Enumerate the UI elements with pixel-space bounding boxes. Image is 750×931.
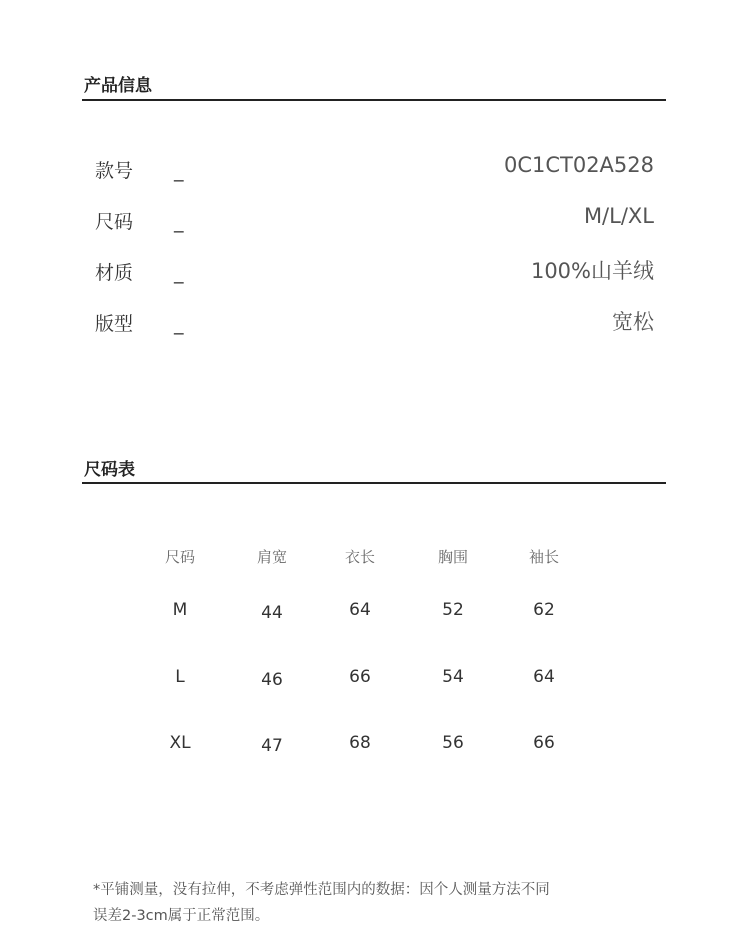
table-cell: 47 xyxy=(261,736,283,756)
table-cell: XL xyxy=(169,733,191,753)
divider xyxy=(82,99,666,101)
info-label: 版型 xyxy=(95,313,134,335)
table-cell: M xyxy=(172,600,188,620)
table-cell: 46 xyxy=(261,670,283,690)
note-line-2: 误差2-3cm属于正常范围。 xyxy=(93,908,270,924)
column-header: 袖长 xyxy=(528,548,559,566)
table-cell: 64 xyxy=(349,600,371,620)
size-chart-title: 尺码表 xyxy=(84,460,135,480)
separator: _ xyxy=(174,211,184,233)
table-cell: 44 xyxy=(261,603,283,623)
table-cell: 62 xyxy=(533,600,555,620)
table-cell: 66 xyxy=(533,733,555,753)
table-cell: 64 xyxy=(533,667,555,687)
table-cell: 68 xyxy=(349,733,371,753)
table-cell: 56 xyxy=(442,733,464,753)
info-label: 材质 xyxy=(95,262,134,284)
table-cell: 52 xyxy=(442,600,464,620)
info-value: 100%山羊绒 xyxy=(530,259,654,283)
table-cell: 66 xyxy=(349,667,371,687)
product-info-title: 产品信息 xyxy=(84,76,152,96)
separator: _ xyxy=(174,160,184,182)
separator: _ xyxy=(174,313,184,335)
note-line-1: *平铺测量，没有拉伸，不考虑弹性范围内的数据：因个人测量方法不同 xyxy=(93,882,550,898)
info-label: 尺码 xyxy=(95,211,134,233)
column-header: 尺码 xyxy=(164,548,195,566)
divider xyxy=(82,482,666,484)
column-header: 肩宽 xyxy=(256,548,287,566)
info-value: M/L/XL xyxy=(583,204,654,228)
table-cell: L xyxy=(175,667,185,687)
separator: _ xyxy=(174,262,184,284)
info-label: 款号 xyxy=(95,160,134,182)
table-cell: 54 xyxy=(442,667,464,687)
info-value: 宽松 xyxy=(612,310,654,334)
column-header: 衣长 xyxy=(344,548,375,566)
info-value: 0C1CT02A528 xyxy=(503,153,654,177)
column-header: 胸围 xyxy=(437,548,468,566)
